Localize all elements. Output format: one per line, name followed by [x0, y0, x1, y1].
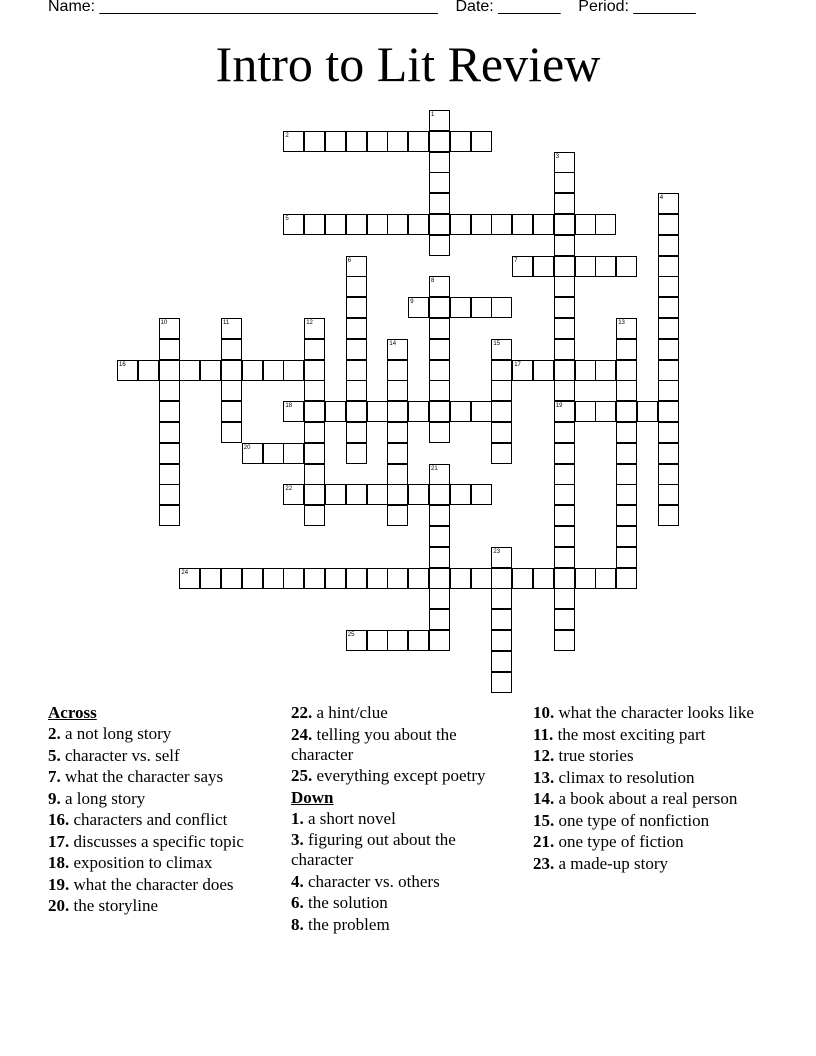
grid-cell[interactable] — [242, 360, 263, 381]
grid-cell[interactable] — [429, 193, 450, 214]
period-field-label: Period: _______ — [578, 0, 696, 15]
grid-cell[interactable] — [616, 318, 637, 339]
grid-cell[interactable] — [616, 568, 637, 589]
grid-cell[interactable] — [304, 505, 325, 526]
grid-cell[interactable] — [304, 443, 325, 464]
grid-cell[interactable] — [304, 464, 325, 485]
grid-cell[interactable] — [658, 505, 679, 526]
grid-cell[interactable] — [283, 360, 304, 381]
grid-cell[interactable] — [429, 172, 450, 193]
grid-cell[interactable] — [491, 297, 512, 318]
grid-cell[interactable] — [283, 401, 304, 422]
clue-number: 25 — [347, 632, 355, 638]
grid-cell[interactable] — [367, 568, 388, 589]
grid-cell[interactable] — [387, 380, 408, 401]
grid-cell[interactable] — [304, 214, 325, 235]
grid-cell[interactable] — [554, 318, 575, 339]
grid-cell[interactable] — [387, 131, 408, 152]
grid-cell[interactable] — [658, 464, 679, 485]
grid-cell[interactable] — [304, 360, 325, 381]
clue-down-21: 21. one type of fiction — [533, 832, 684, 851]
clue-down-4: 4. character vs. others — [291, 871, 440, 891]
grid-cell[interactable] — [658, 422, 679, 443]
grid-cell[interactable] — [491, 609, 512, 630]
grid-cell[interactable] — [221, 422, 242, 443]
grid-cell[interactable] — [387, 484, 408, 505]
clue-across-18: 18. exposition to climax — [48, 853, 213, 872]
grid-cell[interactable] — [429, 214, 450, 235]
grid-cell[interactable] — [304, 339, 325, 360]
clue-across-20: 20. the storyline — [48, 896, 159, 915]
grid-cell[interactable] — [658, 214, 679, 235]
grid-cell[interactable] — [221, 380, 242, 401]
grid-cell[interactable] — [471, 297, 492, 318]
grid-cell[interactable] — [429, 505, 450, 526]
clue-across-24: 24. telling you about the character — [291, 724, 457, 764]
grid-cell[interactable] — [429, 276, 450, 297]
grid-cell[interactable] — [554, 484, 575, 505]
grid-cell[interactable] — [429, 401, 450, 422]
grid-cell[interactable] — [304, 131, 325, 152]
grid-cell[interactable] — [637, 401, 658, 422]
clue-number: 1 — [431, 112, 435, 118]
grid-cell[interactable] — [554, 380, 575, 401]
clue-number: 13 — [618, 320, 625, 326]
grid-cell[interactable] — [117, 360, 138, 381]
grid-cell[interactable] — [346, 214, 367, 235]
grid-cell[interactable] — [159, 443, 180, 464]
clue-number: 23 — [493, 548, 501, 555]
clue-number: 12 — [306, 320, 313, 326]
grid-cell[interactable] — [616, 360, 637, 381]
grid-cell[interactable] — [221, 360, 242, 381]
grid-cell[interactable] — [387, 360, 408, 381]
grid-cell[interactable] — [200, 360, 221, 381]
grid-cell[interactable] — [512, 360, 533, 381]
grid-cell[interactable] — [450, 214, 471, 235]
date-field-label: Date: _______ — [455, 0, 561, 15]
clue-number: 3 — [555, 153, 560, 160]
grid-cell[interactable] — [408, 214, 429, 235]
grid-cell[interactable] — [616, 526, 637, 547]
grid-cell[interactable] — [533, 256, 554, 277]
grid-cell[interactable] — [346, 297, 367, 318]
grid-cell[interactable] — [200, 568, 221, 589]
grid-cell[interactable] — [512, 256, 533, 277]
grid-cell[interactable] — [554, 443, 575, 464]
grid-cell[interactable] — [491, 568, 512, 589]
grid-cell[interactable] — [387, 568, 408, 589]
grid-cell[interactable] — [658, 297, 679, 318]
grid-cell[interactable] — [491, 401, 512, 422]
grid-cell[interactable] — [387, 339, 408, 360]
grid-cell[interactable] — [429, 318, 450, 339]
grid-cell[interactable] — [346, 256, 367, 277]
clue-number: 19 — [555, 403, 563, 410]
grid-cell[interactable] — [429, 422, 450, 443]
clue-across-2: 2. a not long story — [48, 724, 172, 743]
grid-cell[interactable] — [346, 401, 367, 422]
grid-cell[interactable] — [616, 464, 637, 485]
grid-cell[interactable] — [471, 401, 492, 422]
grid-cell[interactable] — [429, 339, 450, 360]
grid-cell[interactable] — [429, 547, 450, 568]
grid-cell[interactable] — [575, 360, 596, 381]
grid-cell[interactable] — [304, 568, 325, 589]
grid-cell[interactable] — [429, 609, 450, 630]
grid-cell[interactable] — [554, 464, 575, 485]
grid-cell[interactable] — [367, 131, 388, 152]
grid-cell[interactable] — [221, 339, 242, 360]
grid-cell[interactable] — [554, 297, 575, 318]
grid-cell[interactable] — [408, 297, 429, 318]
grid-cell[interactable] — [325, 401, 346, 422]
grid-cell[interactable] — [367, 401, 388, 422]
grid-cell[interactable] — [283, 484, 304, 505]
page-title: Intro to Lit Review — [215, 36, 601, 92]
clue-down-1: 1. a short novel — [291, 808, 396, 828]
grid-cell[interactable] — [304, 422, 325, 443]
clue-across-16: 16. characters and conflict — [48, 810, 228, 829]
grid-cell[interactable] — [304, 484, 325, 505]
grid-cell[interactable] — [471, 484, 492, 505]
grid-cell[interactable] — [242, 568, 263, 589]
grid-cell[interactable] — [575, 214, 596, 235]
grid-cell[interactable] — [346, 484, 367, 505]
grid-cell[interactable] — [346, 568, 367, 589]
grid-cell[interactable] — [512, 214, 533, 235]
grid-cell[interactable] — [346, 318, 367, 339]
grid-cell[interactable] — [283, 214, 304, 235]
grid-cell[interactable] — [367, 214, 388, 235]
clue-number: 8 — [431, 278, 435, 285]
grid-cell[interactable] — [325, 131, 346, 152]
clue-number: 22 — [285, 486, 293, 493]
grid-cell[interactable] — [450, 484, 471, 505]
grid-cell[interactable] — [616, 505, 637, 526]
clue-across-22: 22. a hint/clue — [291, 703, 388, 722]
grid-cell[interactable] — [616, 443, 637, 464]
clue-down-3: 3. figuring out about the character — [291, 830, 456, 869]
grid-cell[interactable] — [491, 672, 512, 693]
clue-down-10: 10. what the character looks like — [533, 703, 754, 722]
grid-cell[interactable] — [283, 443, 304, 464]
grid-cell[interactable] — [179, 568, 200, 589]
grid-cell[interactable] — [159, 339, 180, 360]
grid-cell[interactable] — [346, 131, 367, 152]
grid-cell[interactable] — [658, 276, 679, 297]
grid-cell[interactable] — [491, 651, 512, 672]
grid-cell[interactable] — [408, 630, 429, 651]
grid-cell[interactable] — [658, 360, 679, 381]
grid-cell[interactable] — [595, 568, 616, 589]
grid-cell[interactable] — [367, 630, 388, 651]
grid-cell[interactable] — [554, 235, 575, 256]
clue-across-9: 9. a long story — [48, 788, 146, 808]
grid-cell[interactable] — [346, 276, 367, 297]
grid-cell[interactable] — [408, 484, 429, 505]
grid-cell[interactable] — [491, 380, 512, 401]
grid-cell[interactable] — [491, 360, 512, 381]
grid-cell[interactable] — [554, 193, 575, 214]
clue-down-12: 12. true stories — [533, 746, 634, 765]
grid-cell[interactable] — [242, 443, 263, 464]
across-heading: Across — [48, 703, 97, 722]
grid-cell[interactable] — [221, 401, 242, 422]
grid-cell[interactable] — [450, 297, 471, 318]
grid-cell[interactable] — [658, 443, 679, 464]
grid-cell[interactable] — [429, 360, 450, 381]
grid-cell[interactable] — [554, 339, 575, 360]
grid-cell[interactable] — [554, 276, 575, 297]
grid-cell[interactable] — [658, 193, 679, 214]
grid-cell[interactable] — [554, 256, 575, 277]
grid-cell[interactable] — [159, 505, 180, 526]
grid-cell[interactable] — [159, 422, 180, 443]
grid-cell[interactable] — [179, 360, 200, 381]
clue-number: 17 — [514, 361, 521, 368]
grid-cell[interactable] — [616, 422, 637, 443]
clue-down-11: 11. the most exciting part — [533, 724, 706, 744]
clue-number: 18 — [285, 403, 293, 410]
grid-cell[interactable] — [346, 380, 367, 401]
clue-number: 4 — [659, 195, 664, 202]
grid-cell[interactable] — [159, 318, 180, 339]
grid-cell[interactable] — [491, 214, 512, 235]
grid-cell[interactable] — [387, 505, 408, 526]
grid-cell[interactable] — [346, 339, 367, 360]
clue-down-6: 6. the solution — [291, 893, 388, 912]
clues-column-1 — [48, 703, 273, 918]
grid-cell[interactable] — [221, 318, 242, 339]
grid-cell[interactable] — [595, 360, 616, 381]
grid-cell[interactable] — [554, 568, 575, 589]
grid-cell[interactable] — [575, 256, 596, 277]
grid-cell[interactable] — [658, 484, 679, 505]
grid-cell[interactable] — [491, 588, 512, 609]
clue-number: 9 — [410, 299, 414, 306]
clue-number: 21 — [431, 465, 438, 472]
grid-cell[interactable] — [554, 609, 575, 630]
clue-down-8: 8. the problem — [291, 914, 390, 934]
grid-cell[interactable] — [658, 318, 679, 339]
grid-cell[interactable] — [387, 214, 408, 235]
grid-cell[interactable] — [491, 443, 512, 464]
grid-cell[interactable] — [346, 443, 367, 464]
grid-cell[interactable] — [138, 360, 159, 381]
grid-cell[interactable] — [533, 214, 554, 235]
grid-cell[interactable] — [554, 526, 575, 547]
grid-cell[interactable] — [283, 131, 304, 152]
grid-cell[interactable] — [346, 360, 367, 381]
grid-cell[interactable] — [387, 422, 408, 443]
grid-cell[interactable] — [429, 630, 450, 651]
name-field-label: Name: ______________________________________ — [48, 0, 438, 15]
grid-cell[interactable] — [450, 401, 471, 422]
clue-across-17: 17. discusses a specific topic — [48, 831, 244, 851]
clue-number: 2 — [285, 132, 289, 139]
clue-number: 6 — [347, 257, 352, 264]
grid-cell[interactable] — [471, 131, 492, 152]
grid-cell[interactable] — [554, 630, 575, 651]
clue-number: 14 — [389, 340, 397, 347]
grid-cell[interactable] — [595, 256, 616, 277]
grid-cell[interactable] — [533, 568, 554, 589]
clue-across-25: 25. everything except poetry — [291, 766, 486, 785]
grid-cell[interactable] — [491, 630, 512, 651]
grid-cell[interactable] — [616, 256, 637, 277]
grid-cell[interactable] — [554, 401, 575, 422]
grid-cell[interactable] — [429, 568, 450, 589]
grid-cell[interactable] — [512, 568, 533, 589]
clue-number: 15 — [493, 340, 501, 347]
grid-cell[interactable] — [554, 152, 575, 173]
grid-cell[interactable] — [429, 152, 450, 173]
clues-column-2 — [291, 703, 516, 936]
grid-cell[interactable] — [429, 588, 450, 609]
grid-cell[interactable] — [658, 235, 679, 256]
clue-number: 11 — [223, 320, 230, 326]
grid-cell[interactable] — [304, 401, 325, 422]
grid-cell[interactable] — [387, 630, 408, 651]
grid-cell[interactable] — [450, 568, 471, 589]
clue-across-5: 5. character vs. self — [48, 745, 180, 765]
grid-cell[interactable] — [387, 443, 408, 464]
clue-number: 16 — [119, 361, 126, 368]
grid-cell[interactable] — [263, 443, 284, 464]
grid-cell[interactable] — [554, 547, 575, 568]
grid-cell[interactable] — [471, 568, 492, 589]
grid-cell[interactable] — [221, 568, 242, 589]
grid-cell[interactable] — [616, 339, 637, 360]
grid-cell[interactable] — [325, 568, 346, 589]
clue-number: 20 — [243, 444, 251, 451]
grid-cell[interactable] — [408, 568, 429, 589]
grid-cell[interactable] — [616, 484, 637, 505]
grid-cell[interactable] — [616, 380, 637, 401]
clue-number: 24 — [181, 569, 189, 576]
grid-cell[interactable] — [554, 422, 575, 443]
clues-column-3 — [533, 703, 758, 875]
grid-cell[interactable] — [554, 214, 575, 235]
grid-cell[interactable] — [325, 214, 346, 235]
clue-down-14: 14. a book about a real person — [533, 789, 738, 808]
clue-down-15: 15. one type of nonfiction — [533, 810, 710, 830]
clue-across-7: 7. what the character says — [48, 767, 224, 786]
clue-down-13: 13. climax to resolution — [533, 767, 695, 787]
grid-cell[interactable] — [304, 318, 325, 339]
grid-cell[interactable] — [408, 401, 429, 422]
grid-cell[interactable] — [159, 380, 180, 401]
grid-cell[interactable] — [616, 401, 637, 422]
grid-cell[interactable] — [616, 547, 637, 568]
grid-cell[interactable] — [450, 131, 471, 152]
grid-cell[interactable] — [387, 464, 408, 485]
grid-cell[interactable] — [533, 360, 554, 381]
grid-cell[interactable] — [159, 360, 180, 381]
grid-cell[interactable] — [471, 214, 492, 235]
grid-cell[interactable] — [658, 401, 679, 422]
clue-across-19: 19. what the character does — [48, 874, 234, 894]
grid-cell[interactable] — [429, 380, 450, 401]
grid-cell[interactable] — [658, 256, 679, 277]
grid-cell[interactable] — [429, 464, 450, 485]
grid-cell[interactable] — [554, 360, 575, 381]
grid-cell[interactable] — [595, 401, 616, 422]
clue-number: 5 — [285, 216, 289, 222]
grid-cell[interactable] — [429, 131, 450, 152]
grid-cell[interactable] — [429, 235, 450, 256]
grid-cell[interactable] — [387, 401, 408, 422]
grid-cell[interactable] — [554, 505, 575, 526]
grid-cell[interactable] — [346, 422, 367, 443]
grid-cell[interactable] — [575, 568, 596, 589]
grid-cell[interactable] — [429, 526, 450, 547]
grid-cell[interactable] — [283, 568, 304, 589]
grid-cell[interactable] — [595, 214, 616, 235]
grid-cell[interactable] — [491, 422, 512, 443]
grid-cell[interactable] — [491, 547, 512, 568]
grid-cell[interactable] — [429, 484, 450, 505]
grid-cell[interactable] — [263, 360, 284, 381]
grid-cell[interactable] — [263, 568, 284, 589]
grid-cell[interactable] — [159, 464, 180, 485]
down-heading: Down — [291, 787, 334, 807]
grid-cell[interactable] — [575, 401, 596, 422]
grid-cell[interactable] — [304, 380, 325, 401]
grid-cell[interactable] — [491, 339, 512, 360]
grid-cell[interactable] — [554, 172, 575, 193]
clue-down-23: 23. a made-up story — [533, 853, 669, 873]
grid-cell[interactable] — [429, 110, 450, 131]
grid-cell[interactable] — [159, 401, 180, 422]
grid-cell[interactable] — [325, 484, 346, 505]
grid-cell[interactable] — [408, 131, 429, 152]
clue-number: 7 — [514, 257, 518, 264]
clue-number: 10 — [160, 320, 168, 326]
grid-cell[interactable] — [658, 339, 679, 360]
grid-cell[interactable] — [346, 630, 367, 651]
grid-cell[interactable] — [658, 380, 679, 401]
grid-cell[interactable] — [367, 484, 388, 505]
grid-cell[interactable] — [159, 484, 180, 505]
grid-cell[interactable] — [429, 297, 450, 318]
grid-cell[interactable] — [554, 588, 575, 609]
